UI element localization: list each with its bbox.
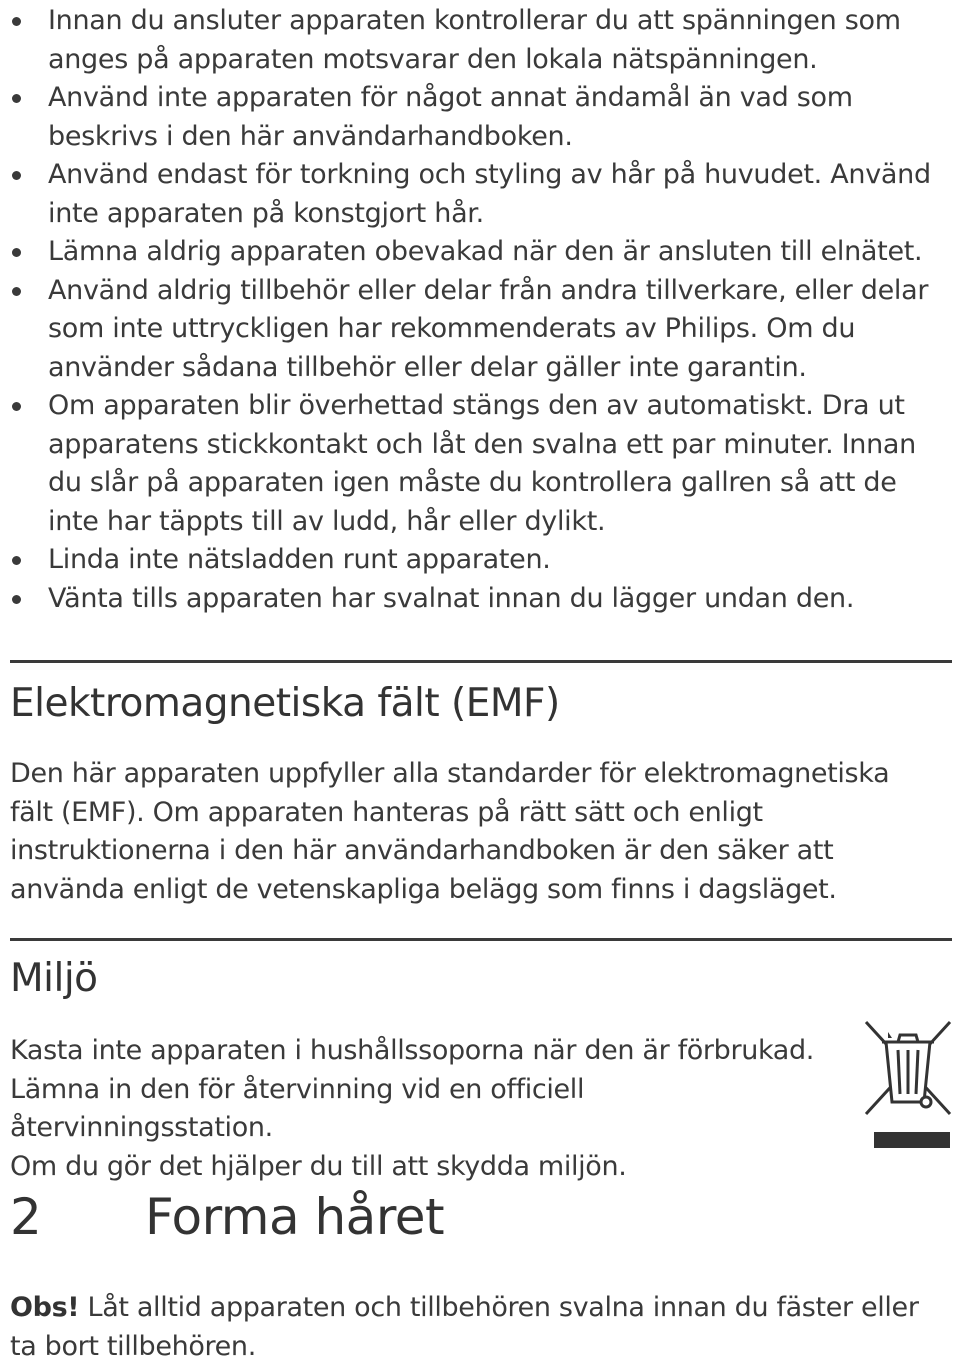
bullet-text: Lämna aldrig apparaten obevakad när den är ansluten till elnätet.	[48, 236, 923, 267]
bullet-icon	[12, 556, 21, 565]
bullet-text: Om apparaten blir överhettad stängs den av automatiskt. Dra ut apparatens stickkontakt och låt den svalna ett par minuter. Innan du slår på apparaten igen måste du kontrollera gallren så att de inte har täppts till av ludd, hår eller dylikt.	[48, 390, 916, 537]
list-item	[0, 580, 960, 619]
list-item	[0, 156, 960, 233]
bullet-icon	[12, 287, 21, 296]
section-divider	[10, 938, 952, 941]
chapter-title: Forma håret	[145, 1188, 445, 1246]
list-item	[0, 272, 960, 388]
environment-paragraph	[10, 1032, 850, 1186]
crossed-out-wheelie-bin-icon	[862, 1018, 954, 1154]
list-item	[0, 387, 960, 541]
bullet-icon	[12, 94, 21, 103]
list-item	[0, 2, 960, 79]
bullet-text: Använd endast för torkning och styling av hår på huvudet. Använd inte apparaten på konstgjort hår.	[48, 159, 931, 229]
note-label: Obs!	[10, 1292, 80, 1323]
chapter-number: 2	[10, 1188, 42, 1246]
bullet-text: Vänta tills apparaten har svalnat innan du lägger undan den.	[48, 582, 855, 614]
environment-line: Lämna in den för återvinning vid en officiell återvinningsstation.	[10, 1073, 585, 1143]
bullet-icon	[12, 171, 21, 180]
bullet-icon	[12, 595, 21, 604]
list-item	[0, 541, 960, 580]
note-paragraph	[10, 1289, 950, 1366]
bullet-text: Linda inte nätsladden runt apparaten.	[48, 544, 551, 575]
bullet-icon	[12, 402, 21, 411]
list-item	[0, 233, 960, 272]
safety-bullet-list	[0, 2, 960, 618]
environment-line: Om du gör det hjälper du till att skydda miljön.	[10, 1150, 627, 1182]
section-divider	[10, 660, 952, 663]
bullet-text: Innan du ansluter apparaten kontrollerar du att spänningen som anges på apparaten motsvarar den lokala nätspänningen.	[48, 5, 901, 75]
environment-line: Kasta inte apparaten i hushållssoporna när den är förbrukad.	[10, 1035, 814, 1066]
emf-paragraph: Den här apparaten uppfyller alla standarder för elektromagnetiska fält (EMF). Om apparaten hanteras på rätt sätt och enligt instruktionerna i den här användarhandboken är den säker att använda enligt de vetenskapliga belägg som finns i dagsläget.	[10, 758, 890, 905]
bullet-text: Använd aldrig tillbehör eller delar från andra tillverkare, eller delar som inte uttryckligen har rekommenderats av Philips. Om du använder sådana tillbehör eller delar gäller inte garantin.	[48, 274, 929, 383]
bullet-text: Använd inte apparaten för något annat ändamål än vad som beskrivs i den här användarhandboken.	[48, 82, 853, 152]
note-text: Låt alltid apparaten och tillbehören svalna innan du fäster eller ta bort tillbehören.	[10, 1292, 919, 1362]
bullet-icon	[12, 17, 21, 26]
emf-heading: Elektromagnetiska fält (EMF)	[10, 681, 560, 726]
list-item	[0, 79, 960, 156]
environment-heading: Miljö	[10, 956, 98, 1001]
bullet-icon	[12, 248, 21, 257]
